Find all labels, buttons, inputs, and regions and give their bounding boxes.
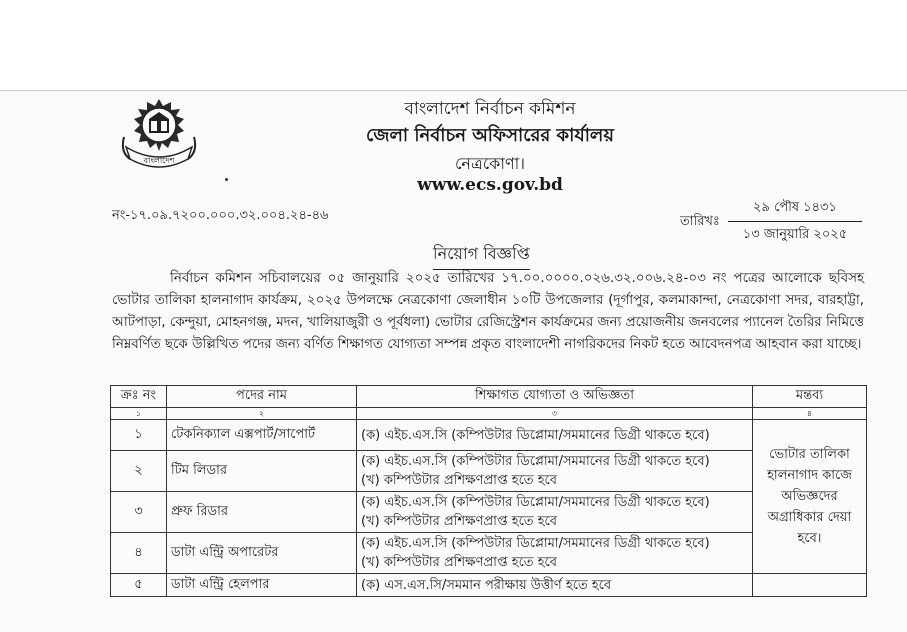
notice-body-text: নির্বাচন কমিশন সচিবালয়ের ০৫ জানুয়ারি ২০২৫ তারিখের ১৭.০০.০০০০.০২৬.৩২.০০৬.২৪-০৩ নং পত্রের আলোকে ছবিসহ ভোটার তালিকা হালনাগাদ কার্যক্রম, ২০২৫ উপলক্ষে নেত্রকোণা জেলাধীন ১০টি উপজেলার (দূর্গাপুর, কলমাকান্দা, নেত্রকোণা সদর, বারহাট্টা, আটপাড়া, কেন্দুয়া, মোহনগঞ্জ, মদন, খালিয়াজুরী ও পূর্বধলা) ভোটার রেজিস্ট্রেশন কার্যক্রমের জন্য প্রয়োজনীয় জনবলের প্যানেল তৈরির নিমিত্তে নিম্নবর্ণিত ছকে উল্লিখিত পদের জন্য বর্ণিত শিক্ষাগত যোগ্যতা সম্পন্ন প্রকৃত বাংলাদেশী নাগরিকদের নিকট হতে আবেদনপত্র আহবান করা যাচ্ছে। <box>112 271 864 352</box>
row-education <box>357 451 753 492</box>
row-post: ডাটা এন্ট্রি অপারেটর <box>167 533 357 574</box>
education-line: (ক) এস.এস.সি/সমমান পরীক্ষায় উত্তীর্ণ হতে হবে <box>361 577 612 593</box>
posts-table <box>110 385 867 597</box>
row-post: টেকনিক্যাল এক্সপার্ট/সাপোর্ট <box>167 420 357 451</box>
row-education <box>357 574 753 597</box>
header-sl: ক্রঃ নং <box>111 386 167 408</box>
col-number: ১ <box>111 408 167 420</box>
row-sl: ৩ <box>111 492 167 533</box>
header-remarks: মন্তব্য <box>753 386 867 408</box>
date-block <box>728 198 862 246</box>
table-row <box>111 574 867 597</box>
remark-line: অগ্রাধিকার দেয়া <box>767 510 852 525</box>
remark-line: হবে। <box>797 531 822 546</box>
column-number-row <box>111 408 867 420</box>
row-education <box>357 533 753 574</box>
row-education <box>357 492 753 533</box>
notice-body <box>112 268 864 356</box>
row-sl: ৫ <box>111 574 167 597</box>
header-post: পদের নাম <box>167 386 357 408</box>
row-sl: ৪ <box>111 533 167 574</box>
logo-text: বাংলাদেশ <box>143 156 175 165</box>
memo-number: নং-১৭.০৯.৭২০০.০০০.৩২.০০৪.২৪-৪৬ <box>112 208 329 223</box>
remark-line: অভিজ্ঞদের <box>781 489 838 504</box>
education-line: (খ) কম্পিউটার প্রশিক্ষণপ্রাপ্ত হতে হবে <box>361 555 557 570</box>
education-line: (ক) এইচ.এস.সি (কম্পিউটার ডিপ্লোমা/সমমানের ডিগ্রী থাকতে হবে) <box>361 495 710 510</box>
remark-line: হালনাগাদ কাজে <box>767 468 852 483</box>
table-row <box>111 420 867 451</box>
col-number: ৪ <box>753 408 867 420</box>
notice-title: নিয়োগ বিজ্ঞপ্তি <box>433 241 530 270</box>
office-name: জেলা নির্বাচন অফিসারের কার্যালয় <box>366 125 614 146</box>
row-post: ডাটা এন্ট্রি হেলপার <box>167 574 357 597</box>
header-education: শিক্ষাগত যোগ্যতা ও অভিজ্ঞতা <box>357 386 753 408</box>
remark-line: ভোটার তালিকা <box>769 447 850 462</box>
district-name: নেত্রকোণা। <box>454 154 526 173</box>
remarks-cell <box>753 420 867 574</box>
row-post: টিম লিডার <box>167 451 357 492</box>
org-name: বাংলাদেশ নির্বাচন কমিশন <box>404 99 576 119</box>
col-number: ২ <box>167 408 357 420</box>
education-line: (ক) এইচ.এস.সি (কম্পিউটার ডিপ্লোমা/সমমানের ডিগ্রী থাকতে হবে) <box>361 454 710 469</box>
date-label: তারিখঃ <box>680 214 720 229</box>
row-post: প্রুফ রিডার <box>167 492 357 533</box>
date-bangla: ২৯ পৌষ ১৪৩১ <box>728 198 862 222</box>
education-line: (খ) কম্পিউটার প্রশিক্ষণপ্রাপ্ত হতে হবে <box>361 514 557 529</box>
election-commission-logo <box>116 97 202 177</box>
col-number: ৩ <box>357 408 753 420</box>
page-top-band <box>0 0 907 91</box>
row-sl: ২ <box>111 451 167 492</box>
row-sl: ১ <box>111 420 167 451</box>
date-english: ১৩ জানুয়ারি ২০২৫ <box>742 227 848 242</box>
education-line: (ক) এইচ.এস.সি (কম্পিউটার ডিপ্লোমা/সমমানের ডিগ্রী থাকতে হবে) <box>361 427 710 443</box>
education-line: (খ) কম্পিউটার প্রশিক্ষণপ্রাপ্ত হতে হবে <box>361 473 557 488</box>
stray-dot <box>225 178 228 181</box>
row-education <box>357 420 753 451</box>
education-line: (ক) এইচ.এস.সি (কম্পিউটার ডিপ্লোমা/সমমানের ডিগ্রী থাকতে হবে) <box>361 536 710 551</box>
table-header-row <box>111 386 867 408</box>
remarks-empty-cell <box>753 574 867 597</box>
website-link[interactable]: www.ecs.gov.bd <box>417 175 563 195</box>
